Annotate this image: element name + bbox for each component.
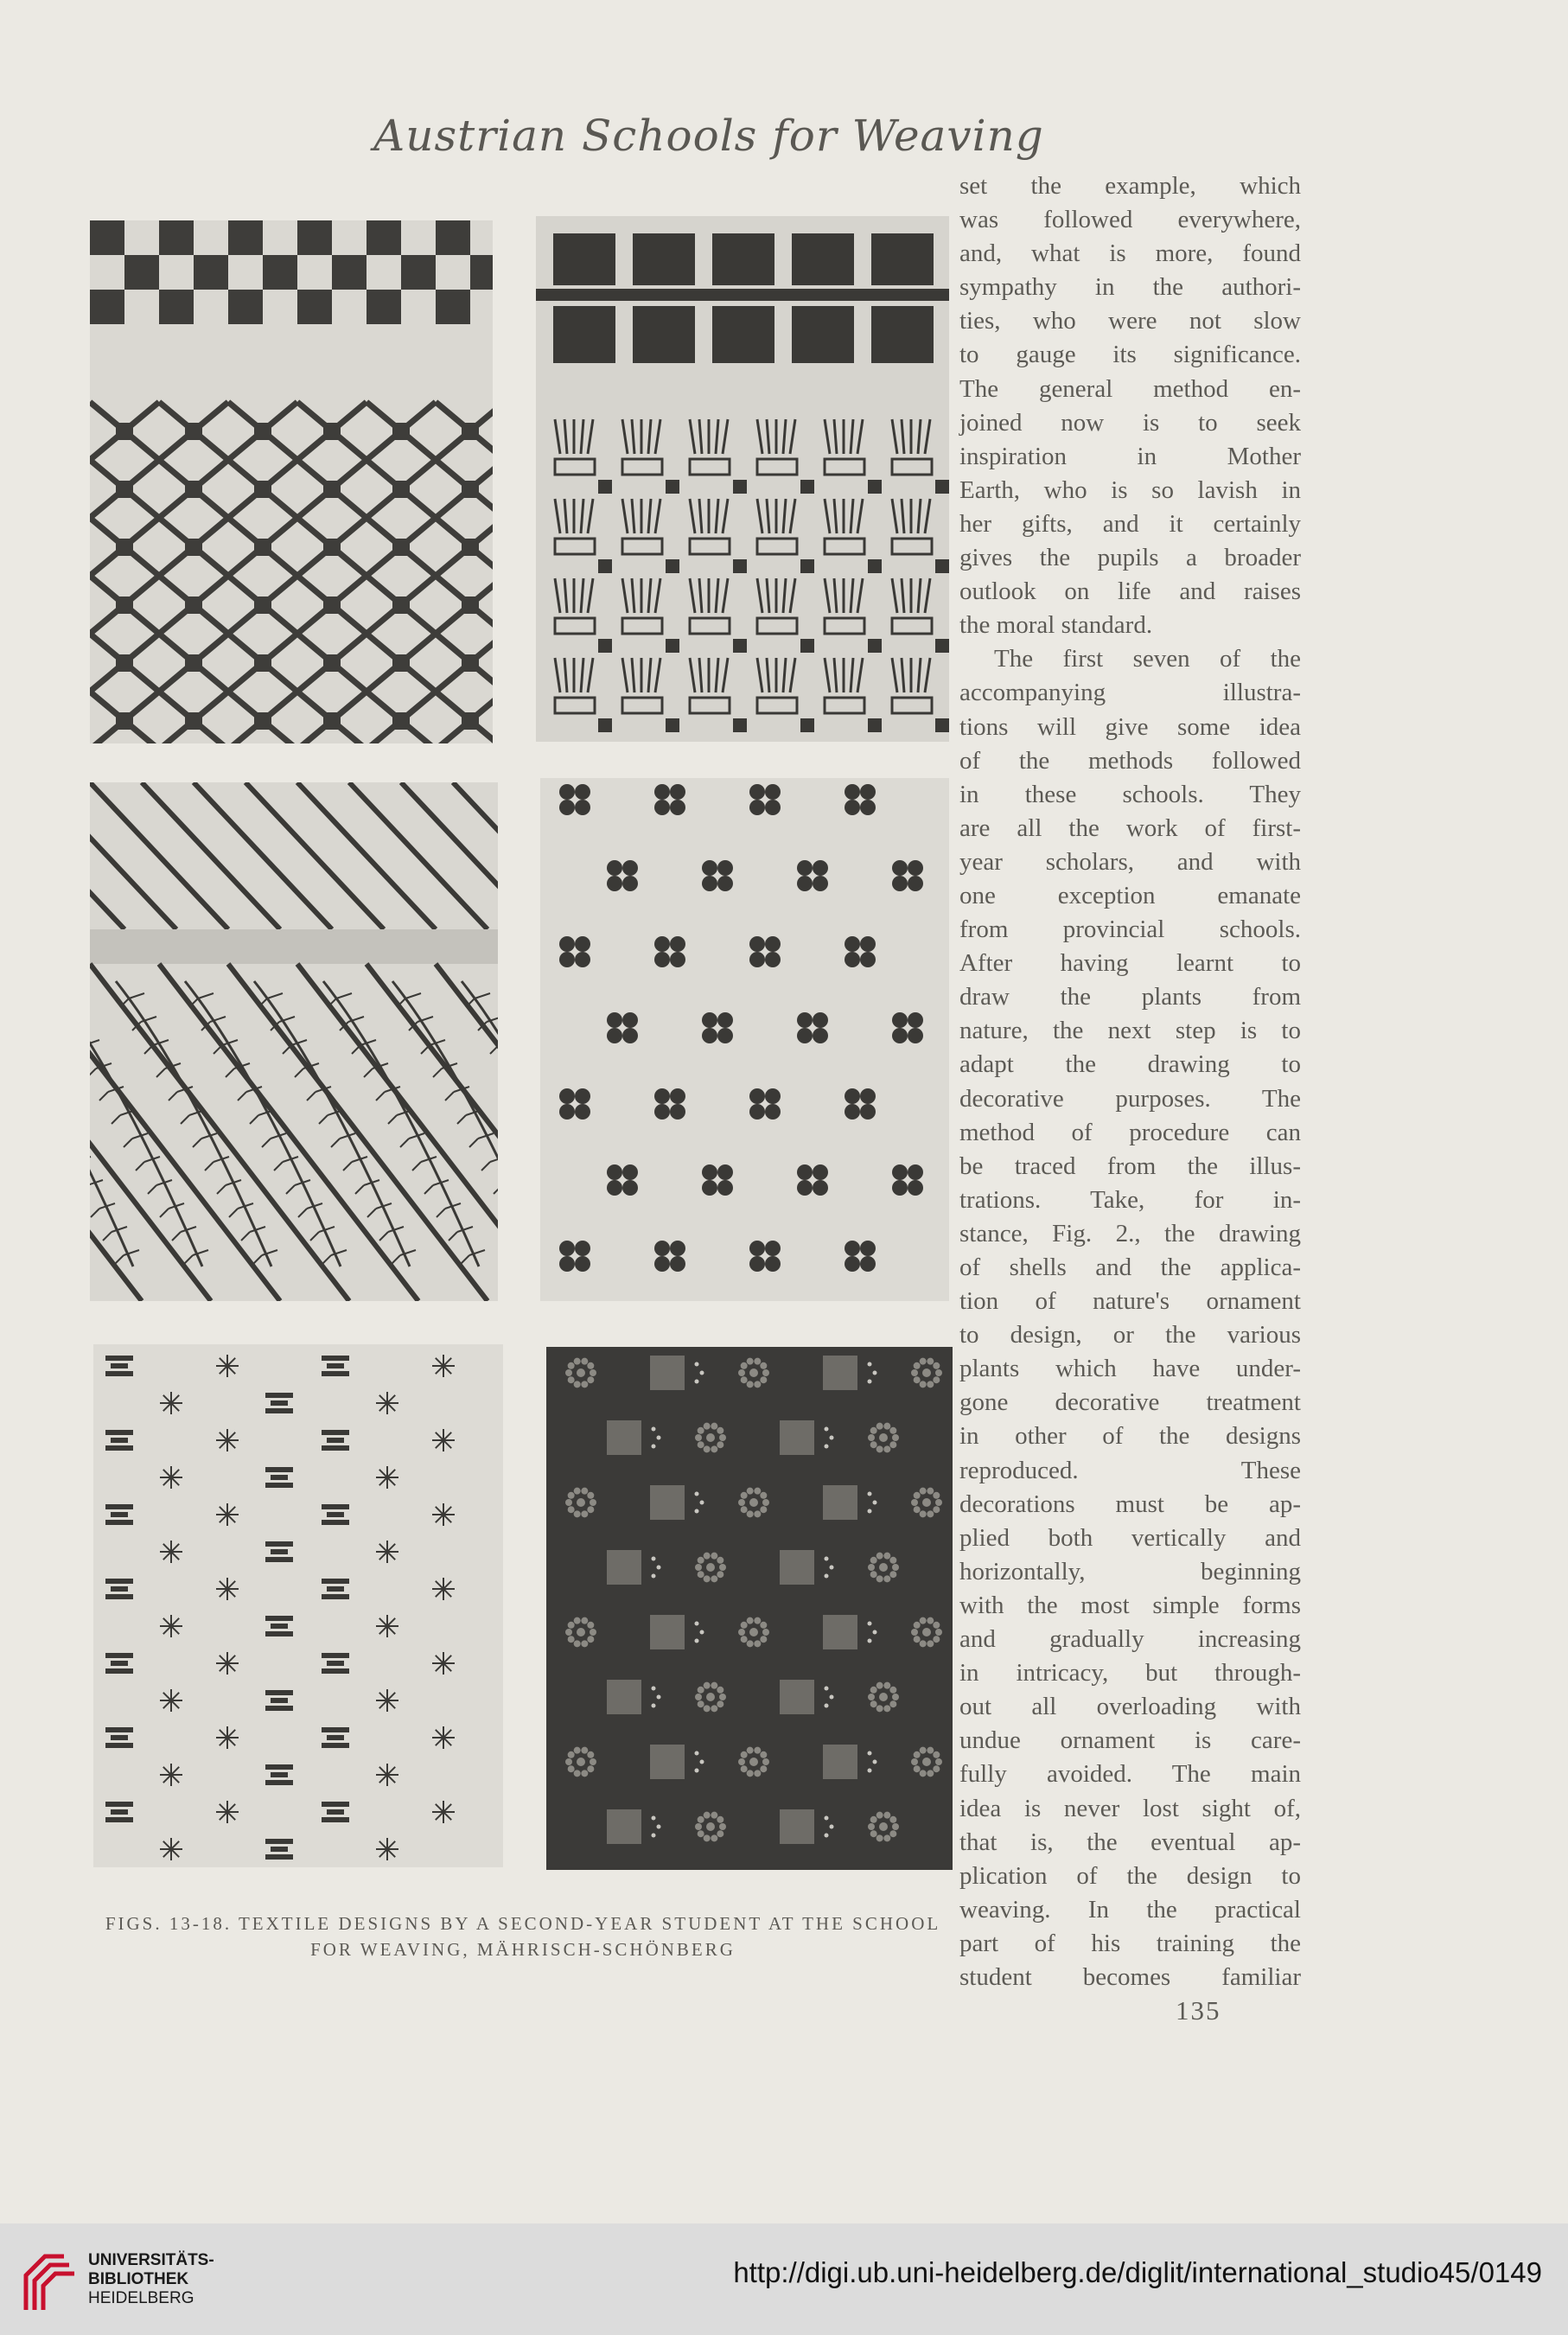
body-line: are all the work of first- (959, 813, 1301, 842)
body-line: year scholars, and with (959, 847, 1301, 876)
body-line: outlook on life and raises (959, 577, 1301, 606)
body-line: part of his training the (959, 1929, 1301, 1957)
body-line: accompanying illustra- (959, 679, 1301, 707)
body-line: decorative purposes. The (959, 1084, 1301, 1113)
body-line: be traced from the illus- (959, 1152, 1301, 1180)
library-name-line-1: UNIVERSITÄTS- (88, 2251, 214, 2269)
body-line: and, what is more, found (959, 239, 1301, 268)
library-logo-icon (19, 2249, 85, 2315)
body-text-column (959, 169, 1301, 1994)
body-line: idea is never lost sight of, (959, 1794, 1301, 1822)
page-number: 135 (1176, 1995, 1221, 2026)
textile-design-dark-flowers (546, 1347, 953, 1870)
body-line: Earth, who is so lavish in (959, 475, 1301, 504)
body-line: one exception emanate (959, 881, 1301, 909)
body-line: the moral standard. (959, 611, 1153, 640)
caption-line-1: FIGS. 13-18. TEXTILE DESIGNS BY A SECOND-YEAR STUDENT AT THE SCHOOL (105, 1913, 941, 1934)
body-line: in other of the designs (959, 1422, 1301, 1451)
running-title: Austrian Schools for Weaving (373, 111, 1044, 161)
textile-design-clover-motifs (540, 778, 949, 1301)
body-line: sympathy in the authori- (959, 273, 1301, 302)
body-line: After having learnt to (959, 949, 1301, 978)
body-line: tion of nature's ornament (959, 1287, 1301, 1316)
body-line: gives the pupils a broader (959, 544, 1301, 572)
body-line: adapt the drawing to (959, 1050, 1301, 1079)
body-line: was followed everywhere, (959, 206, 1301, 234)
body-line: from provincial schools. (959, 915, 1301, 944)
body-line: The first seven of the (994, 645, 1301, 673)
library-name-line-3: HEIDELBERG (88, 2289, 194, 2307)
body-line: and gradually increasing (959, 1625, 1301, 1654)
body-line: fully avoided. The main (959, 1760, 1301, 1789)
body-line: to gauge its significance. (959, 341, 1301, 369)
body-line: reproduced. These (959, 1456, 1301, 1484)
figure-caption (86, 1911, 959, 1962)
body-line: weaving. In the practical (959, 1895, 1301, 1924)
body-line: stance, Fig. 2., the drawing (959, 1219, 1301, 1247)
body-line: nature, the next step is to (959, 1017, 1301, 1045)
body-line: in intricacy, but through- (959, 1659, 1301, 1687)
body-line: plication of the design to (959, 1861, 1301, 1890)
body-line: in these schools. They (959, 780, 1301, 808)
textile-design-squares-wheat (536, 216, 949, 742)
body-line: out all overloading with (959, 1693, 1301, 1721)
body-line: draw the plants from (959, 983, 1301, 1011)
body-line: decorations must be ap- (959, 1490, 1301, 1518)
textile-design-diagonal-leaves (90, 782, 498, 1301)
body-line: of the methods followed (959, 746, 1301, 775)
body-line: The general method en- (959, 374, 1301, 403)
body-line: gone decorative treatment (959, 1388, 1301, 1417)
body-line: plied both vertically and (959, 1523, 1301, 1552)
textile-design-checks-lattice (90, 220, 493, 743)
body-line: student becomes familiar (959, 1962, 1301, 1991)
body-line: horizontally, beginning (959, 1557, 1301, 1585)
body-line: plants which have under- (959, 1355, 1301, 1383)
body-line: with the most simple forms (959, 1591, 1301, 1619)
body-line: her gifts, and it certainly (959, 509, 1301, 538)
body-line: trations. Take, for in- (959, 1185, 1301, 1214)
body-line: ties, who were not slow (959, 307, 1301, 335)
body-line: undue ornament is care- (959, 1726, 1301, 1755)
library-footer (0, 2223, 1568, 2335)
body-line: joined now is to seek (959, 408, 1301, 437)
textile-design-glyph-stars (93, 1344, 503, 1867)
library-name (88, 2251, 214, 2308)
caption-line-2: FOR WEAVING, MÄHRISCH-SCHÖNBERG (310, 1939, 736, 1960)
library-name-line-2: BIBLIOTHEK (88, 2270, 189, 2288)
body-line: that is, the eventual ap- (959, 1828, 1301, 1856)
source-url[interactable]: http://digi.ub.uni-heidelberg.de/diglit/international_studio45/0149 (733, 2256, 1542, 2288)
body-line: method of procedure can (959, 1118, 1301, 1146)
body-line: tions will give some idea (959, 712, 1301, 741)
body-line: to design, or the various (959, 1321, 1301, 1349)
body-line: inspiration in Mother (959, 442, 1301, 470)
body-line: of shells and the applica- (959, 1254, 1301, 1281)
body-line: set the example, which (959, 172, 1301, 200)
